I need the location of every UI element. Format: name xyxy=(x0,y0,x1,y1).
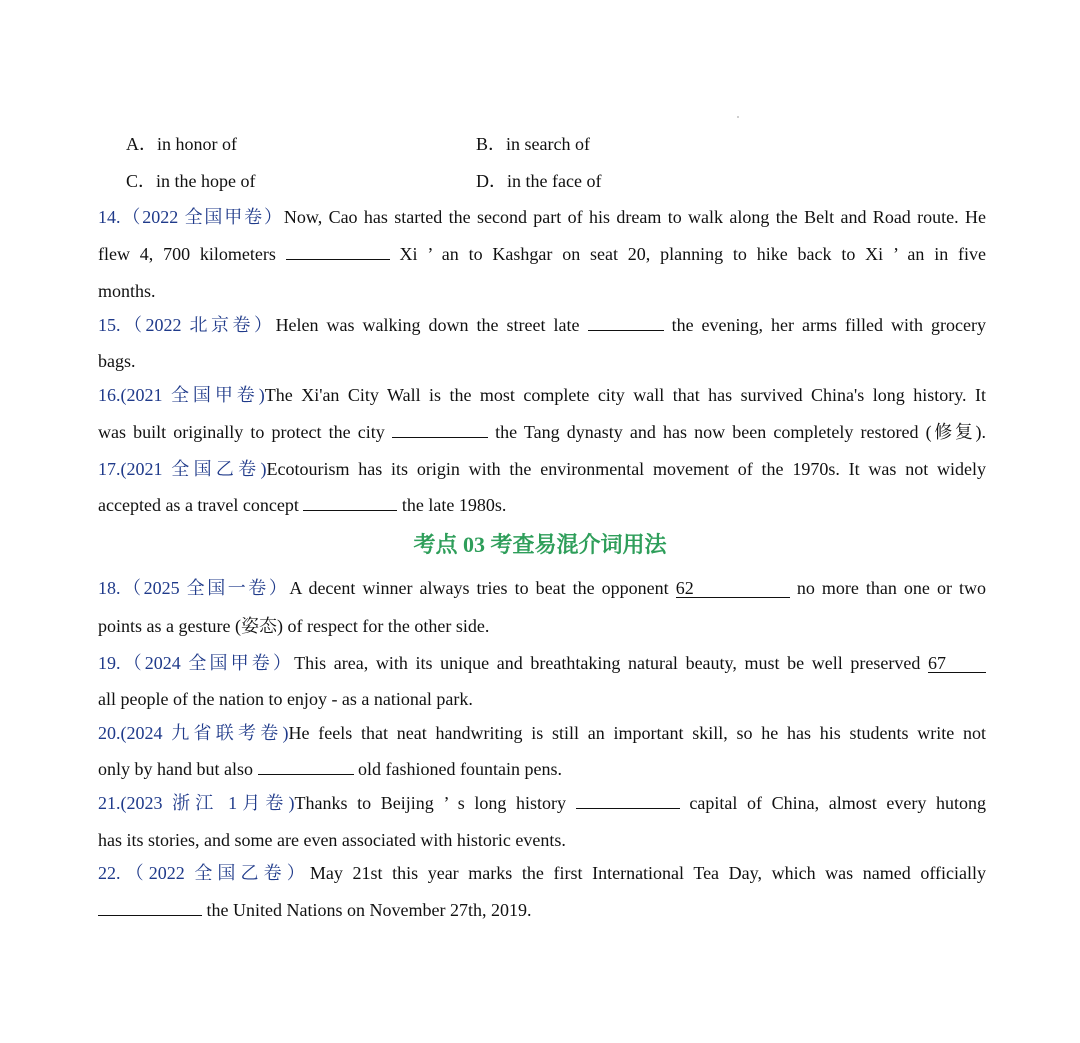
q18-text-a: A decent winner always tries to beat the opponent xyxy=(289,578,669,598)
q16-blank xyxy=(392,421,488,438)
q19-answer-blank: 67 xyxy=(928,654,986,673)
q16-line-2 xyxy=(98,421,986,443)
q14-line-2 xyxy=(98,243,986,265)
q17-number: 17. xyxy=(98,459,121,479)
q22-text-b: the United Nations on November 27th, 2019. xyxy=(206,900,532,920)
q22-text: May 21st this year marks the first International Tea Day, which was named officially xyxy=(309,863,987,883)
q22-line-2 xyxy=(98,899,986,921)
q15-source: （2022 北京卷） xyxy=(120,315,276,335)
q17-line-1 xyxy=(98,458,986,480)
q18-line-2: points as a gesture (姿态) of respect for the other side. xyxy=(98,616,490,636)
q18-line-1 xyxy=(98,577,986,599)
q18-number: 18. xyxy=(98,578,121,598)
q16-text-a: was built originally to protect the city xyxy=(98,422,385,442)
q22-blank xyxy=(98,899,202,916)
q19-line-1 xyxy=(98,652,986,674)
q21-line-2: has its stories, and some are even associated with historic events. xyxy=(98,830,566,850)
q21-blank xyxy=(576,792,680,809)
q14-number: 14. xyxy=(98,207,121,227)
q14-text: Now, Cao has started the second part of his dream to walk along the Belt and Road route. He xyxy=(283,207,986,227)
q19-source: （2024 全国甲卷） xyxy=(120,653,295,673)
q15-line-1 xyxy=(98,314,986,336)
q19-line-2: all people of the nation to enjoy - as a national park. xyxy=(98,689,473,709)
q14-source: （2022 全国甲卷） xyxy=(120,207,284,227)
option-d: D．in the face of xyxy=(476,171,602,191)
q20-text: He feels that neat handwriting is still an important skill, so he has his students write not xyxy=(288,723,986,743)
q22-source: （2022 全国乙卷） xyxy=(120,863,310,883)
scan-speck xyxy=(737,116,739,118)
q21-number: 21. xyxy=(98,793,121,813)
q22-line-1 xyxy=(98,862,986,884)
q18-text-b: no more than one or two xyxy=(796,578,987,598)
q15-text-a: Helen was walking down the street late xyxy=(275,315,580,335)
q20-line-1 xyxy=(98,722,986,744)
q21-source: (2023 浙江 1月卷) xyxy=(120,793,295,813)
q18-source: （2025 全国一卷） xyxy=(120,578,290,598)
q16-number: 16. xyxy=(98,385,121,405)
q17-text: Ecotourism has its origin with the environmental movement of the 1970s. It was not widely xyxy=(266,459,986,479)
q19-text-a: This area, with its unique and breathtaking natural beauty, must be well preserved xyxy=(294,653,921,673)
q20-blank xyxy=(258,758,354,775)
q16-text: The Xi'an City Wall is the most complete city wall that has survived China's long history. It xyxy=(264,385,986,405)
q20-number: 20. xyxy=(98,723,121,743)
q14-line-1 xyxy=(98,206,986,228)
q17-blank xyxy=(303,494,397,511)
q15-line-2: bags. xyxy=(98,351,136,371)
q15-blank xyxy=(588,314,664,331)
q22-number: 22. xyxy=(98,863,121,883)
q20-line-2 xyxy=(98,758,986,780)
section-heading: 考点 03 考查易混介词用法 xyxy=(413,532,667,557)
q19-number: 19. xyxy=(98,653,121,673)
q21-text-b: capital of China, almost every hutong xyxy=(689,793,987,813)
q14-text-b: Xi ’ an to Kashgar on seat 20, planning to hike back to Xi ’ an in five xyxy=(399,244,986,264)
q17-text-b: the late 1980s. xyxy=(401,495,507,515)
q21-text-a: Thanks to Beijing ’ s long history xyxy=(294,793,567,813)
option-b: B．in search of xyxy=(476,134,590,154)
q16-source: (2021 全国甲卷) xyxy=(120,385,265,405)
q14-line-3: months. xyxy=(98,281,156,301)
q17-line-2 xyxy=(98,494,986,516)
q15-text-b: the evening, her arms filled with grocery xyxy=(671,315,987,335)
q21-line-1 xyxy=(98,792,986,814)
q14-text-a: flew 4, 700 kilometers xyxy=(98,244,276,264)
q14-blank xyxy=(286,243,390,260)
q17-text-a: accepted as a travel concept xyxy=(98,495,299,515)
q15-number: 15. xyxy=(98,315,121,335)
option-c: C．in the hope of xyxy=(126,171,256,191)
q16-line-1 xyxy=(98,384,986,406)
q20-source: (2024 九省联考卷) xyxy=(120,723,289,743)
option-a: A．in honor of xyxy=(126,134,237,154)
q18-answer-blank: 62 xyxy=(676,579,790,598)
q16-text-b: the Tang dynasty and has now been completely restored (修复). xyxy=(495,422,987,442)
q17-source: (2021 全国乙卷) xyxy=(120,459,267,479)
q20-text-a: only by hand but also xyxy=(98,759,253,779)
q20-text-b: old fashioned fountain pens. xyxy=(358,759,562,779)
